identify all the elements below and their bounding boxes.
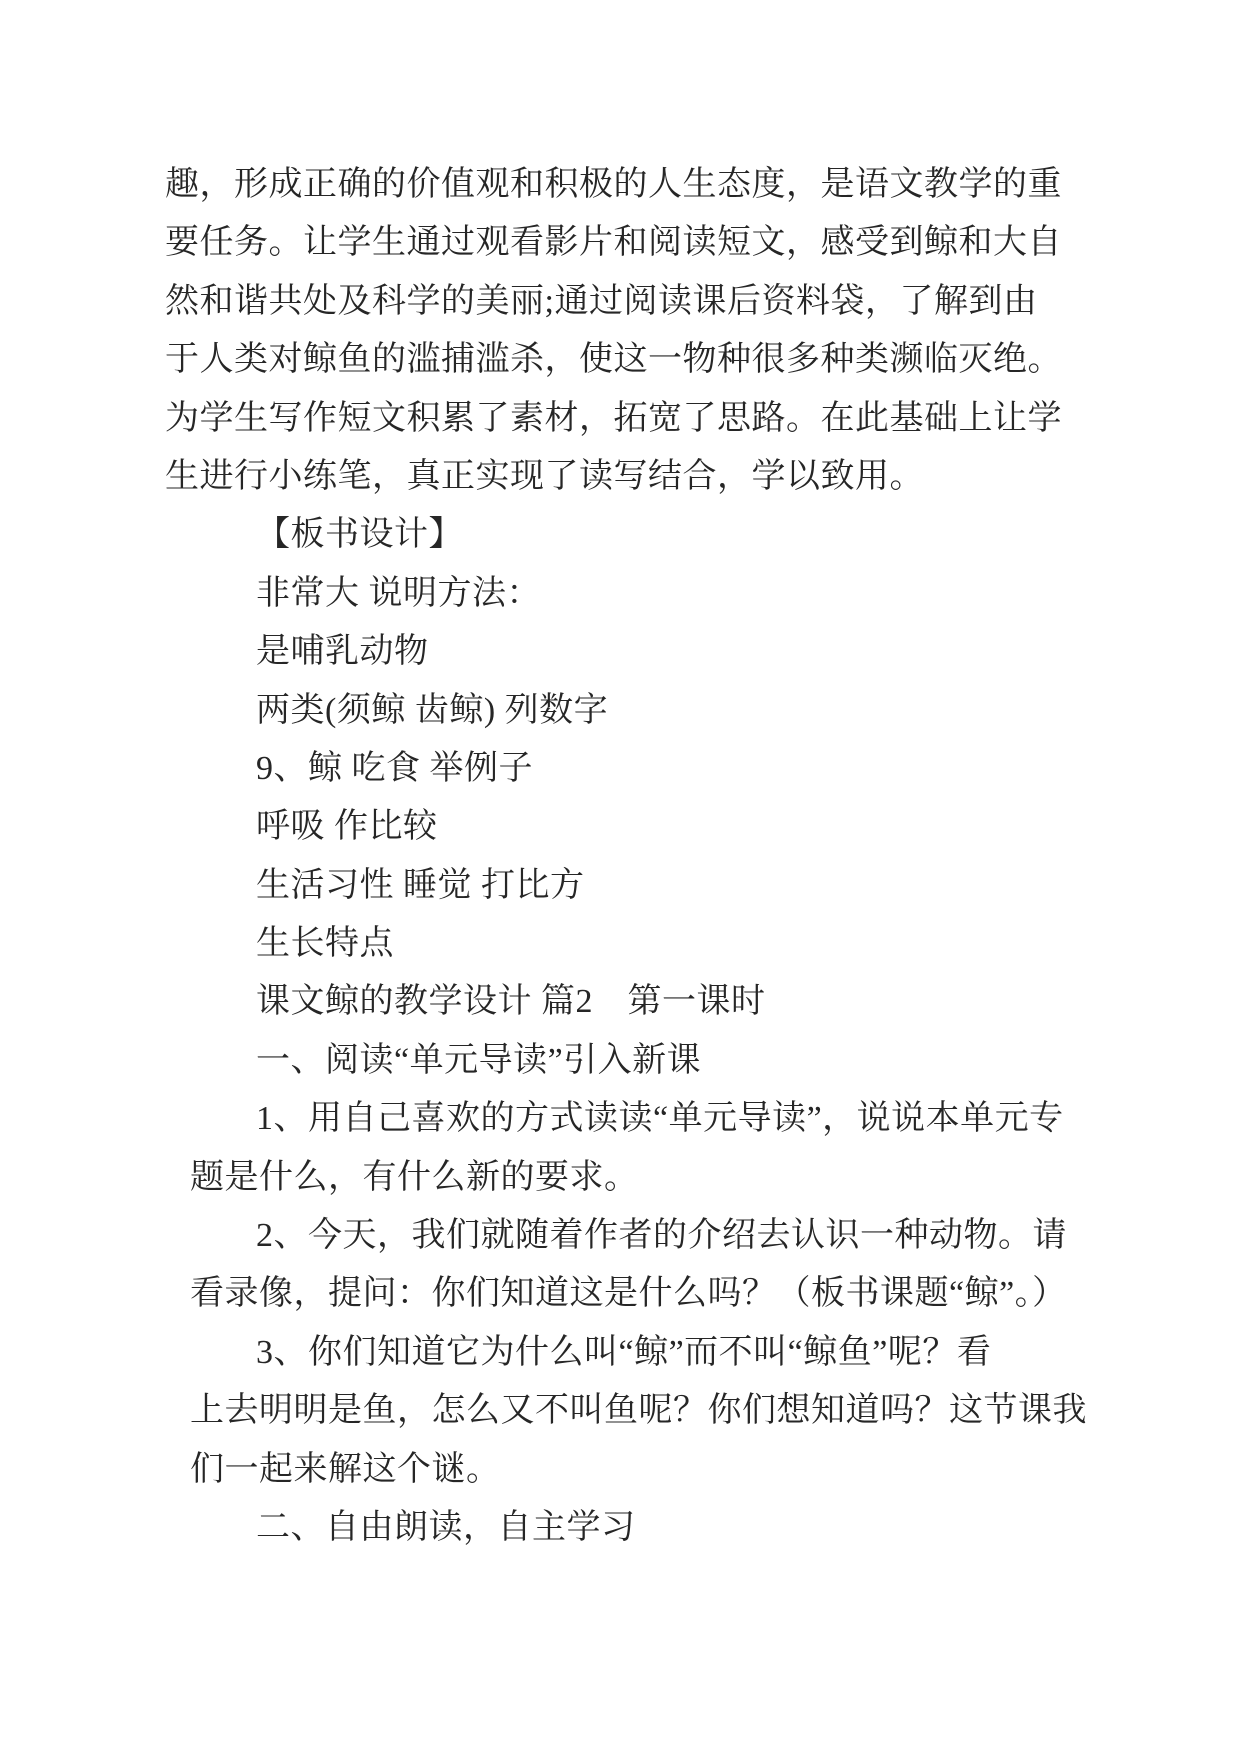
text-line: 上去明明是鱼，怎么又不叫鱼呢？你们想知道吗？这节课我: [190, 1392, 1087, 1430]
text-line: 【板书设计】: [256, 516, 463, 554]
text-line: 要任务。让学生通过观看影片和阅读短文，感受到鲸和大自: [165, 224, 1062, 262]
text-line: 3、你们知道它为什么叫“鲸”而不叫“鲸鱼”呢？看: [256, 1333, 992, 1371]
text-line: 两类(须鲸 齿鲸) 列数字: [256, 691, 609, 729]
text-line: 为学生写作短文积累了素材，拓宽了思路。在此基础上让学: [165, 399, 1062, 437]
text-line: 一、阅读“单元导读”引入新课: [256, 1041, 702, 1079]
text-line: 二、自由朗读，自主学习: [256, 1508, 636, 1546]
text-line: 呼吸 作比较: [256, 808, 438, 846]
text-line: 们一起来解这个谜。: [190, 1450, 501, 1488]
text-line: 非常大 说明方法：: [256, 574, 541, 612]
text-line: 生进行小练笔，真正实现了读写结合，学以致用。: [165, 457, 924, 495]
text-line: 课文鲸的教学设计 篇2 第一课时: [256, 983, 766, 1021]
text-line: 看录像，提问：你们知道这是什么吗？（板书课题“鲸”。）: [190, 1275, 1067, 1313]
text-line: 9、鲸 吃食 举例子: [256, 749, 533, 787]
text-line: 生长特点: [256, 925, 394, 963]
text-line: 生活习性 睡觉 打比方: [256, 866, 585, 904]
text-line: 是哺乳动物: [256, 633, 429, 671]
text-line: 趣，形成正确的价值观和积极的人生态度，是语文教学的重: [165, 166, 1062, 203]
text-line: 然和谐共处及科学的美丽;通过阅读课后资料袋，了解到由: [165, 282, 1038, 320]
text-line: 于人类对鲸鱼的滥捕滥杀，使这一物种很多种类濒临灭绝。: [165, 341, 1062, 379]
text-line: 1、用自己喜欢的方式读读“单元导读”，说说本单元专: [256, 1100, 1064, 1138]
text-line: 题是什么，有什么新的要求。: [190, 1158, 639, 1196]
text-line: 2、今天，我们就随着作者的介绍去认识一种动物。请: [256, 1217, 1067, 1255]
document-body: [0, 156, 1241, 1557]
